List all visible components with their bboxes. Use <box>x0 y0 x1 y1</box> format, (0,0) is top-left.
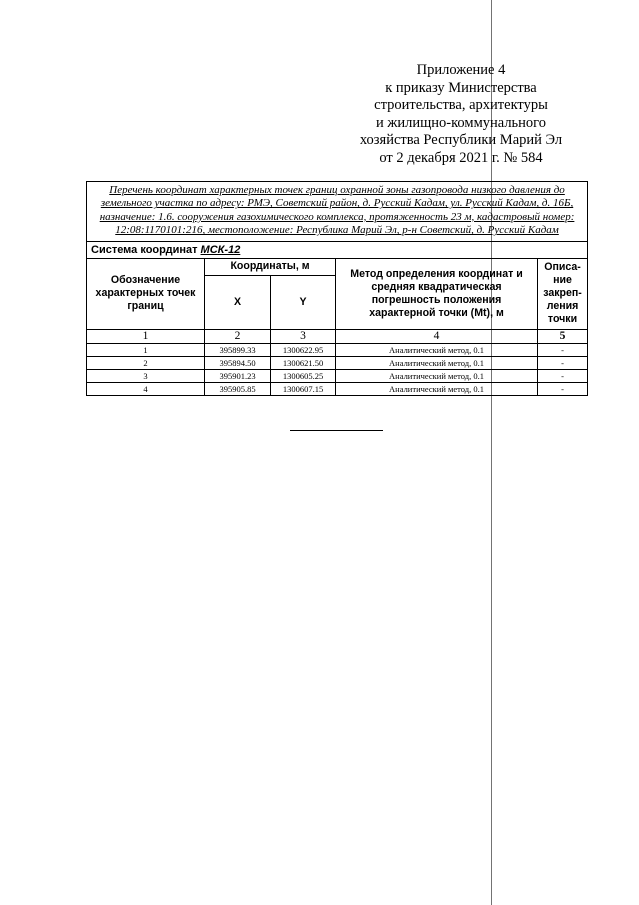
table-row <box>87 356 588 369</box>
cell-method: Аналитический метод, 0.1 <box>336 343 538 356</box>
column-number: 3 <box>271 329 336 343</box>
cell-description: - <box>538 343 588 356</box>
cell-method: Аналитический метод, 0.1 <box>336 356 538 369</box>
coordinates-table <box>86 181 588 396</box>
column-number: 2 <box>205 329 271 343</box>
coordinate-system-row <box>87 241 588 258</box>
table-title-row <box>87 182 588 242</box>
cell-point: 3 <box>87 369 205 382</box>
cell-point: 4 <box>87 382 205 395</box>
cell-y: 1300605.25 <box>271 369 336 382</box>
cell-y: 1300622.95 <box>271 343 336 356</box>
cell-description: - <box>538 369 588 382</box>
coordinate-system-value: МСК-12 <box>200 243 241 256</box>
footer-separator <box>290 430 383 431</box>
cell-x: 395894.50 <box>205 356 271 369</box>
header-line: хозяйства Республики Марий Эл <box>359 132 563 149</box>
cell-point: 2 <box>87 356 205 369</box>
cell-description: - <box>538 356 588 369</box>
coordinate-system-label: Система координат <box>91 243 201 256</box>
table-row <box>87 343 588 356</box>
table-title: Перечень координат характерных точек границ охранной зоны газопровода низкого давления до земельного участка по адресу: РМЭ, Советский район, д. Русский Кадам, ул. Русский Кадам, д. 16Б, назначение: 1.6. сооружения газохимического комплекса, протяженность 23 м, кадастровый номер: 12:08:1170101:216, местоположение: Республика Марий Эл, р-н Советский, д. Русский Кадам <box>87 182 588 242</box>
cell-method: Аналитический метод, 0.1 <box>336 369 538 382</box>
header-line: к приказу Министерства <box>385 79 537 96</box>
cell-y: 1300607.15 <box>271 382 336 395</box>
column-number: 5 <box>538 329 588 343</box>
cell-method: Аналитический метод, 0.1 <box>336 382 538 395</box>
table-row <box>87 382 588 395</box>
header-point: Обозначение характерных точек границ <box>87 258 205 329</box>
cell-description: - <box>538 382 588 395</box>
header-line: от 2 декабря 2021 г. № 584 <box>379 149 543 166</box>
cell-x: 395905.85 <box>205 382 271 395</box>
cell-point: 1 <box>87 343 205 356</box>
header-description: Описа-ние закреп-ления точки <box>538 258 588 329</box>
header-row <box>87 258 588 275</box>
column-number: 1 <box>87 329 205 343</box>
header-line: и жилищно-коммунального <box>375 114 547 131</box>
cell-x: 395899.33 <box>205 343 271 356</box>
header-coordinates: Координаты, м <box>205 258 336 275</box>
cell-x: 395901.23 <box>205 369 271 382</box>
cell-y: 1300621.50 <box>271 356 336 369</box>
appendix-header <box>341 62 581 168</box>
header-y: Y <box>271 275 336 329</box>
column-number: 4 <box>336 329 538 343</box>
header-x: X <box>205 275 271 329</box>
header-method: Метод определения координат и средняя квадратическая погрешность положения характерной точки (Mt), м <box>336 258 538 329</box>
header-line: строительства, архитектуры <box>374 97 548 114</box>
table-row <box>87 369 588 382</box>
coordinate-system <box>87 241 588 258</box>
column-number-row <box>87 329 588 343</box>
header-line: Приложение 4 <box>416 62 506 78</box>
